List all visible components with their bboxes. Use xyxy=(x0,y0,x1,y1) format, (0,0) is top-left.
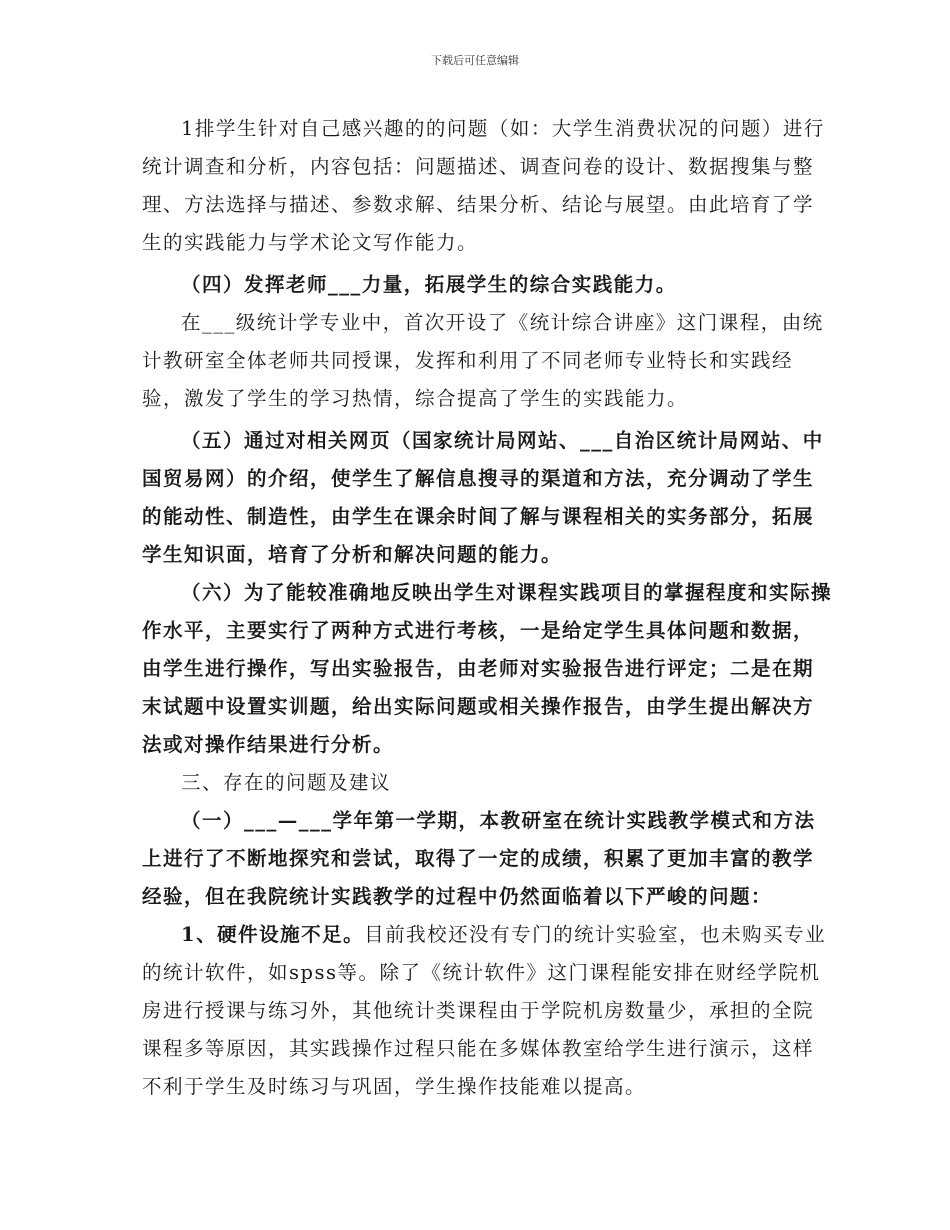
section-heading-3: 三、存在的问题及建议 xyxy=(181,771,392,794)
hardware-heading: 1、硬件设施不足。 xyxy=(181,923,365,946)
paragraph-3: 在___级统计学专业中，首次开设了《统计综合讲座》这门课程，由统计教研室全体老师共同授课，发挥和利用了不同老师专业特长和实践经验，激发了学生的学习热情，综合提高了学生的实践能力。 xyxy=(142,311,824,410)
document-body xyxy=(142,110,832,1106)
page-header: 下载后可任意编辑 xyxy=(431,54,519,67)
hardware-text: 目前我校还没有专门的统计实验室，也未购买专业的统计软件，如spss等。除了《统计软件》这门课程能安排在财经学院机房进行授课与练习外，其他统计类课程由于学院机房数量少，承担的全院课程多等原因，其实践操作过程只能在多媒体教室给学生进行演示，这样不利于学生及时练习与巩固，学生操作技能难以提高。 xyxy=(142,923,827,1098)
paragraph-5-bold: （五）通过对相关网页（国家统计局网站、___自治区统计局网站、中国贸易网）的介绍，使学生了解信息搜寻的渠道和方法，充分调动了学生的能动性、制造性，由学生在课余时间了解与课程相关的实务部分，拓展学生知识面，培育了分析和解决问题的能力。 xyxy=(142,429,824,566)
paragraph-problems-intro: （一）___—___学年第一学期，本教研室在统计实践教学模式和方法上进行了不断地探究和尝试，取得了一定的成绩，积累了更加丰富的教学经验，但在我院统计实践教学的过程中仍然面临着以下严峻的问题： xyxy=(142,809,816,908)
paragraph-1: 1排学生针对自己感兴趣的的问题（如：大学生消费状况的问题）进行统计调查和分析，内容包括：问题描述、调查问卷的设计、数据搜集与整理、方法选择与描述、参数求解、结果分析、结论与展望。由此培育了学生的实践能力与学术论文写作能力。 xyxy=(142,117,825,254)
paragraph-hardware xyxy=(142,916,832,1106)
paragraph-6-bold: （六）为了能较准确地反映出学生对课程实践项目的掌握程度和实际操作水平，主要实行了两种方式进行考核，一是给定学生具体问题和数据，由学生进行操作，写出实验报告，由老师对实验报告进行评定；二是在期末试题中设置实训题，给出实际问题或相关操作报告，由学生提出解决方法或对操作结果进行分析。 xyxy=(142,581,833,756)
section-heading-4: （四）发挥老师___力量，拓展学生的综合实践能力。 xyxy=(181,273,677,296)
